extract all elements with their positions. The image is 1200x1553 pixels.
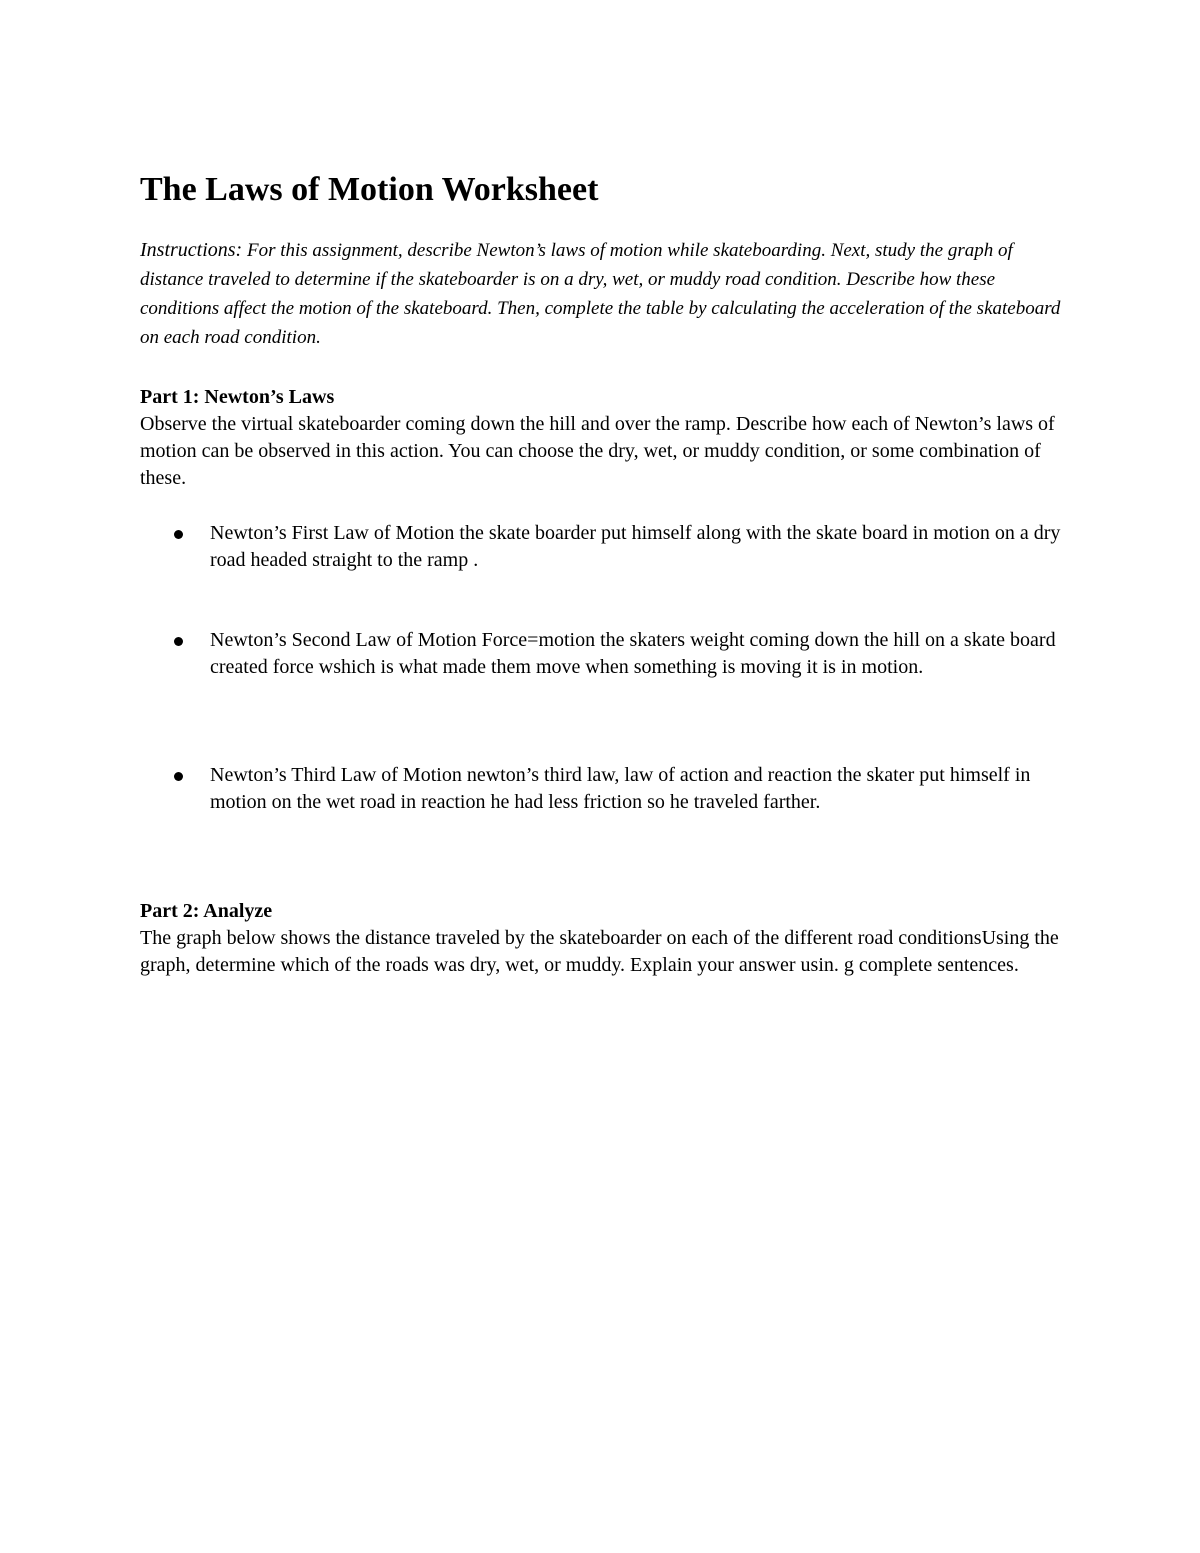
worksheet-title: The Laws of Motion Worksheet	[140, 171, 599, 208]
bullet-third-law-text: Newton’s Third Law of Motion newton’s third law, law of action and reaction the skater put himself in motion on the wet road in reaction he had less friction so he traveled farther.	[210, 764, 1031, 813]
part2-heading: Part 2: Analyze	[140, 900, 273, 922]
bullet-first-law	[140, 520, 1070, 574]
instructions-paragraph	[140, 236, 1070, 352]
instructions-lead: Instructions:	[140, 239, 243, 261]
bullet-icon	[174, 530, 183, 539]
part1-intro: Observe the virtual skateboarder coming down the hill and over the ramp. Describe how each of Newton’s laws of motion can be observed in this action. You can choose the dry, wet, or muddy condition, or some combination of these.	[140, 413, 1055, 489]
part1-heading: Part 1: Newton’s Laws	[140, 386, 335, 408]
bullet-third-law	[140, 762, 1070, 816]
bullet-second-law-text: Newton’s Second Law of Motion Force=motion the skaters weight coming down the hill on a skate board created force wshich is what made them move when something is moving it is in motion.	[210, 629, 1056, 678]
part2-text: The graph below shows the distance traveled by the skateboarder on each of the different road conditionsUsing the graph, determine which of the roads was dry, wet, or muddy. Explain your answer usin. g complete sentences.	[140, 927, 1059, 976]
bullet-first-law-text: Newton’s First Law of Motion the skate boarder put himself along with the skate board in motion on a dry road headed straight to the ramp .	[210, 522, 1061, 571]
bullet-second-law	[140, 627, 1070, 681]
bullet-icon	[174, 637, 183, 646]
bullet-icon	[174, 772, 183, 781]
instructions-text: For this assignment, describe Newton’s laws of motion while skateboarding. Next, study the graph of distance traveled to determine if the skateboarder is on a dry, wet, or muddy road condition. Describe how these conditions affect the motion of the skateboard. Then, complete the table by calculating the acceleration of the skateboard on each road condition.	[140, 240, 1061, 348]
